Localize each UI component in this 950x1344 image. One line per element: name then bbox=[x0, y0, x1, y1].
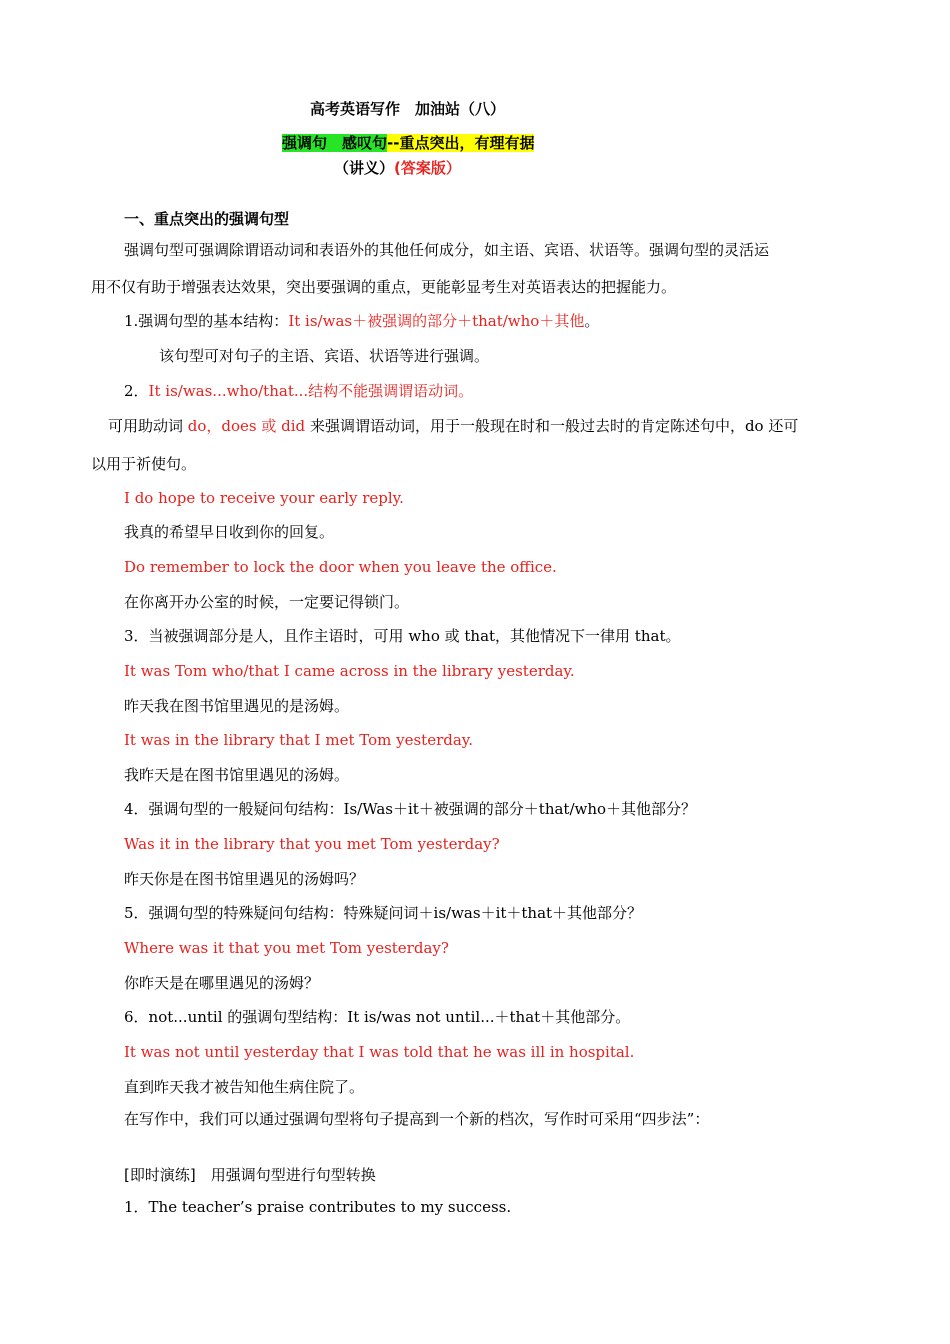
example-5-cn: 昨天你是在图书馆里遇见的汤姆吗？ bbox=[124, 870, 365, 888]
point-5: 5．强调句型的特殊疑问句结构：特殊疑问词＋is/was＋it＋that＋其他部分？ bbox=[124, 904, 643, 922]
practice-heading bbox=[124, 1165, 376, 1185]
practice-label: [即时演练] bbox=[124, 1166, 196, 1184]
intro-line-2: 用不仅有助于增强表达效果，突出要强调的重点，更能彰显考生对英语表达的把握能力。 bbox=[91, 278, 677, 296]
point-2-explanation-line-2: 以用于祈使句。 bbox=[91, 455, 197, 473]
edition-note bbox=[334, 158, 461, 178]
example-6-cn: 你昨天是在哪里遇见的汤姆？ bbox=[124, 974, 320, 992]
edition-note-label: （讲义） bbox=[334, 159, 395, 177]
example-7-en: It was not until yesterday that I was told that he was ill in hospital. bbox=[124, 1043, 635, 1061]
point-4: 4．强调句型的一般疑问句结构：Is/Was＋it＋被强调的部分＋that/who＋其他部分？ bbox=[124, 800, 697, 818]
page-title: 高考英语写作 加油站（八） bbox=[310, 100, 506, 118]
point-1-label: 1.强调句型的基本结构： bbox=[124, 312, 289, 330]
point-1-end: 。 bbox=[584, 312, 600, 330]
example-1-en: I do hope to receive your early reply. bbox=[124, 489, 404, 507]
example-2-en: Do remember to lock the door when you leave the office. bbox=[124, 558, 557, 576]
section-heading: 一、重点突出的强调句型 bbox=[124, 210, 290, 228]
closing-paragraph: 在写作中，我们可以通过强调句型将句子提高到一个新的档次，写作时可采用“四步法”： bbox=[124, 1110, 710, 1128]
point-1-note: 该句型可对句子的主语、宾语、状语等进行强调。 bbox=[159, 347, 490, 365]
example-6-en: Where was it that you met Tom yesterday? bbox=[124, 939, 449, 957]
example-1-cn: 我真的希望早日收到你的回复。 bbox=[124, 523, 335, 541]
point-2-explanation-b: 来强调谓语动词，用于一般现在时和一般过去时的肯定陈述句中，do 还可 bbox=[305, 417, 799, 435]
point-6: 6．not...until 的强调句型结构：It is/was not until...＋that＋其他部分。 bbox=[124, 1008, 631, 1026]
subtitle bbox=[282, 133, 534, 153]
point-3: 3．当被强调部分是人，且作主语时，可用 who 或 that，其他情况下一律用 that。 bbox=[124, 627, 681, 645]
subtitle-highlight-yellow: --重点突出，有理有据 bbox=[387, 134, 535, 152]
point-2-explanation-a: 可用助动词 bbox=[108, 417, 188, 435]
practice-instruction: 用强调句型进行句型转换 bbox=[195, 1166, 376, 1184]
example-2-cn: 在你离开办公室的时候，一定要记得锁门。 bbox=[124, 593, 410, 611]
example-3-cn: 昨天我在图书馆里遇见的是汤姆。 bbox=[124, 697, 350, 715]
example-5-en: Was it in the library that you met Tom yesterday? bbox=[124, 835, 500, 853]
example-7-cn: 直到昨天我才被告知他生病住院了。 bbox=[124, 1078, 365, 1096]
example-4-en: It was in the library that I met Tom yesterday. bbox=[124, 731, 474, 749]
point-2-explanation bbox=[108, 416, 798, 436]
subtitle-highlight-green: 强调句 感叹句 bbox=[282, 134, 388, 152]
point-1 bbox=[124, 311, 599, 331]
point-2-text: It is/was...who/that...结构不能强调谓语动词。 bbox=[148, 382, 474, 400]
point-2 bbox=[124, 381, 473, 401]
practice-question-1: 1．The teacher’s praise contributes to my success. bbox=[124, 1198, 512, 1216]
intro-line-1: 强调句型可强调除谓语动词和表语外的其他任何成分，如主语、宾语、状语等。强调句型的灵活运 bbox=[124, 241, 770, 259]
example-4-cn: 我昨天是在图书馆里遇见的汤姆。 bbox=[124, 766, 350, 784]
example-3-en: It was Tom who/that I came across in the library yesterday. bbox=[124, 662, 575, 680]
point-2-auxiliaries: do，does 或 did bbox=[187, 417, 306, 435]
edition-note-answer: (答案版） bbox=[394, 159, 461, 177]
point-1-formula: It is/was＋被强调的部分＋that/who＋其他 bbox=[288, 312, 585, 330]
point-2-number: 2． bbox=[124, 382, 149, 400]
